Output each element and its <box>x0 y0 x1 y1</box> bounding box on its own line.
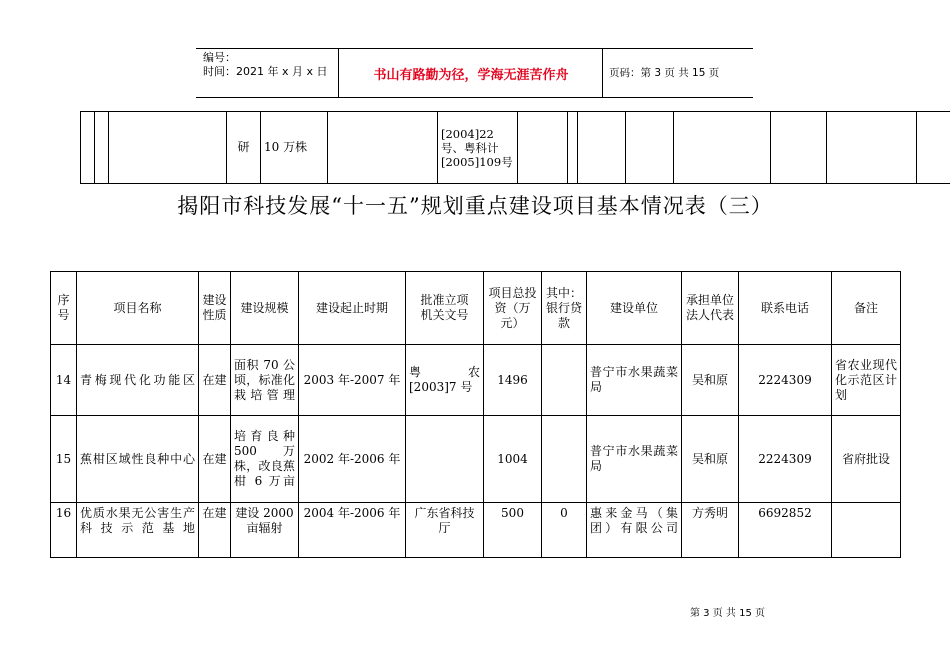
row-name: 蕉柑区域性良种中心 <box>77 416 199 503</box>
header-period: 建设起止时期 <box>299 272 406 345</box>
cell <box>626 112 674 184</box>
table-row <box>51 345 901 416</box>
header-page-label: 页码：第 3 页 共 15 页 <box>609 67 720 79</box>
row-scale: 建设 2000 亩辐射 <box>231 503 299 558</box>
cell <box>917 112 950 184</box>
row-investment: 1004 <box>484 416 542 503</box>
table-row <box>51 503 901 558</box>
cell <box>109 112 227 184</box>
row-seq: 15 <box>51 416 77 503</box>
row-period: 2002 年-2006 年 <box>299 416 406 503</box>
row-seq: 14 <box>51 345 77 416</box>
page-title: 揭阳市科技发展“十一五”规划重点建设项目基本情况表（三） <box>177 194 773 218</box>
row-legal: 方秀明 <box>682 503 739 558</box>
page-footer: 第 3 页 共 15 页 <box>690 608 765 619</box>
cell <box>328 112 438 184</box>
cell: 研 <box>227 112 261 184</box>
row-nature: 在建 <box>199 416 231 503</box>
row-name: 优质水果无公害生产科技示范基地 <box>77 503 199 558</box>
row-legal: 吴和原 <box>682 345 739 416</box>
row-seq: 16 <box>51 503 77 558</box>
row-approval <box>406 345 484 416</box>
row-nature: 在建 <box>199 503 231 558</box>
row-period: 2004 年-2006 年 <box>299 503 406 558</box>
time-label: 时间：2021 年 x 月 x 日 <box>203 65 328 78</box>
table-row <box>51 416 901 503</box>
header-approval: 批准立项机关文号 <box>406 272 484 345</box>
row-unit: 普宁市水果蔬菜局 <box>587 416 682 503</box>
row-investment: 500 <box>484 503 542 558</box>
row-scale: 培育良种 500 万株，改良蕉柑 6 万亩 <box>231 416 299 503</box>
cell <box>81 112 95 184</box>
row-nature: 在建 <box>199 345 231 416</box>
cell <box>95 112 109 184</box>
row-phone: 2224309 <box>739 416 832 503</box>
row-bank: 0 <box>542 503 587 558</box>
header-scale: 建设规模 <box>231 272 299 345</box>
row-scale: 面积 70 公顷，标准化栽培管理 <box>231 345 299 416</box>
header-investment: 项目总投资（万元） <box>484 272 542 345</box>
header-row <box>51 272 901 345</box>
projects-table <box>50 271 901 558</box>
cell <box>771 112 827 184</box>
cell <box>568 112 578 184</box>
row-remark <box>832 503 901 558</box>
header-divider <box>338 49 339 97</box>
header-legal: 承担单位法人代表 <box>682 272 739 345</box>
header-phone: 联系电话 <box>739 272 832 345</box>
row-bank <box>542 345 587 416</box>
header-motto: 书山有路勤为径，学海无涯苦作舟 <box>373 68 569 83</box>
row-remark: 省农业现代化示范区计划 <box>832 345 901 416</box>
cell: 10 万株 <box>261 112 328 184</box>
cell <box>578 112 626 184</box>
header-divider <box>602 49 603 97</box>
row-phone: 6692852 <box>739 503 832 558</box>
approval-part: 农 <box>467 365 480 379</box>
row-approval <box>406 416 484 503</box>
header-unit: 建设单位 <box>587 272 682 345</box>
cell <box>518 112 568 184</box>
code-label: 编号： <box>203 51 236 64</box>
header-remark: 备注 <box>832 272 901 345</box>
row-legal: 吴和原 <box>682 416 739 503</box>
header-bank: 其中：银行贷款 <box>542 272 587 345</box>
continuation-row <box>81 112 950 184</box>
cell <box>827 112 917 184</box>
header-nature: 建设性质 <box>199 272 231 345</box>
row-approval: 广东省科技厅 <box>406 503 484 558</box>
approval-part: 粤 <box>409 365 422 379</box>
row-bank <box>542 416 587 503</box>
row-investment: 1496 <box>484 345 542 416</box>
row-unit: 普宁市水果蔬菜局 <box>587 345 682 416</box>
row-unit: 惠来金马（集团）有限公司 <box>587 503 682 558</box>
header-meta <box>203 51 328 79</box>
row-remark: 省府批设 <box>832 416 901 503</box>
continuation-table <box>80 111 950 184</box>
header-name: 项目名称 <box>77 272 199 345</box>
header-seq: 序号 <box>51 272 77 345</box>
approval-part: [2003]7 号 <box>409 380 473 394</box>
row-phone: 2224309 <box>739 345 832 416</box>
cell <box>674 112 771 184</box>
row-name: 青梅现代化功能区 <box>77 345 199 416</box>
cell: [2004]22号、粤科计[2005]109号 <box>438 112 518 184</box>
row-period: 2003 年-2007 年 <box>299 345 406 416</box>
